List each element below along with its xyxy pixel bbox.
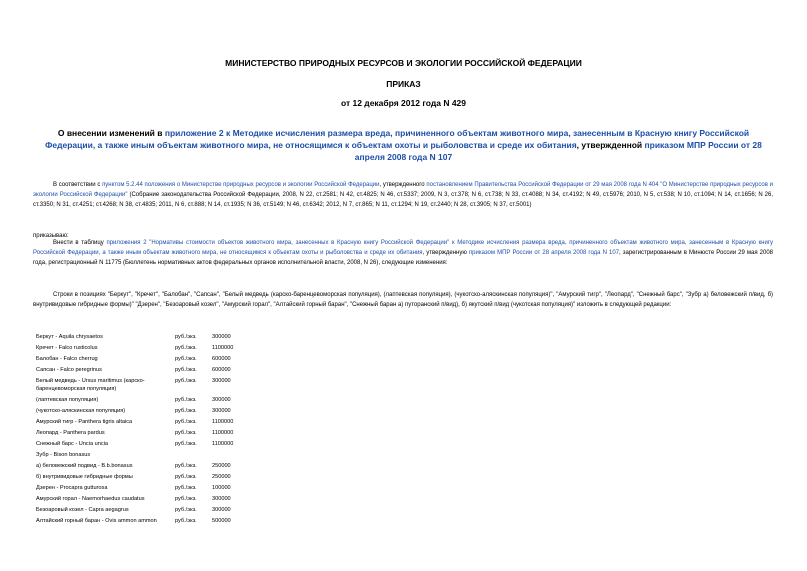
table-row (36, 450, 262, 461)
order-word: приказываю: (33, 233, 69, 239)
unit-cell: руб./экз. (175, 507, 197, 513)
species-cell: Белый медведь - Ursus maritimus (карско-баренцевоморская популяция) (36, 378, 145, 392)
value-cell: 300000 (212, 397, 231, 403)
value-cell: 300000 (212, 496, 231, 502)
unit-cell: руб./экз. (175, 441, 197, 447)
value-cell: 300000 (212, 408, 231, 414)
document-type-heading: ПРИКАЗ (386, 79, 421, 89)
table-row (36, 332, 262, 343)
species-cell: Беркут - Aquila chrysaetos (36, 334, 103, 340)
table-row (36, 343, 262, 354)
species-cell: Сапсан - Falco peregrinus (36, 367, 102, 373)
species-cell: (чукотско-аляскинская популяция) (36, 408, 126, 414)
value-cell: 250000 (212, 463, 231, 469)
preamble-text-1: В соответствии с (53, 182, 103, 188)
government-decree-link[interactable]: постановлением Правительства Российской Федерации от 29 мая 2008 года N 404 "О Министерстве природных ресурсов и экологии Российской Федерации" (33, 182, 773, 198)
unit-cell: руб./экз. (175, 430, 197, 436)
value-cell: 500000 (212, 518, 231, 524)
value-cell: 600000 (212, 356, 231, 362)
preamble-paragraph (33, 180, 773, 210)
species-cell: Леопард - Panthera pardus (36, 430, 105, 436)
value-cell: 1100000 (212, 441, 234, 447)
title-text-pre: О внесении изменений в (57, 128, 165, 138)
species-cell: Кречет - Falco rusticolus (36, 345, 98, 351)
unit-cell: руб./экз. (175, 356, 197, 362)
unit-cell: руб./экз. (175, 334, 197, 340)
amendment-text-1: Внести в таблицу (53, 240, 107, 246)
value-cell: 300000 (212, 507, 231, 513)
species-cell: Амурский горал - Naemorhaedus caudatus (36, 496, 145, 502)
species-cell: Снежный барс - Uncia uncia (36, 441, 109, 447)
table-row (36, 439, 262, 450)
species-cell: Балобан - Falco cherrug (36, 356, 98, 362)
document-title (40, 127, 767, 163)
rates-table (36, 332, 262, 527)
regulation-link[interactable]: пунктом 5.2.44 положения о Министерстве природных ресурсов и экологии Российской Федерации (102, 182, 380, 188)
unit-cell: руб./экз. (175, 474, 197, 480)
species-cell: Зубр - Bison bonasus (36, 452, 91, 458)
unit-cell: руб./экз. (175, 378, 197, 384)
unit-cell: руб./экз. (175, 345, 197, 351)
amendment-paragraph (33, 238, 773, 268)
unit-cell: руб./экз. (175, 496, 197, 502)
species-cell: Безоаровый козел - Capra aegagrus (36, 507, 129, 513)
lines-paragraph: Строки в позициях "Беркут", "Кречет", "Балобан", "Сапсан", "Белый медведь (карско-баренцевоморская популяция), (лаптевская популяция), (чукотско-аляскинская популяция)", "Амурский тигр", "Леопард", "Снежный барс", "Зубр а) беловежский п/вид, б) внутривидовые гибридные формы)" "Дзерен", "Безоаровый козел", "Амурский горал", "Алтайский горный баран", "Снежный баран а) путоранский п/вид), б) якутский п/вид (чукотская популяция)" изложить в следующей редакции: (33, 292, 773, 308)
table-row (36, 505, 262, 516)
species-cell: а) беловежский подвид - B.b.bonasus (36, 463, 133, 469)
title-text-post: , утвержденной (576, 140, 645, 150)
amendment-text-3: , зарегистрированным в Минюсте России 29 мая 2008 года, регистрационный N 11775 (Бюллетень нормативных актов федеральных органов исполнительной власти, 2008, N 26), следующие изменения: (33, 250, 773, 266)
table-row (36, 472, 262, 483)
species-cell: (лаптевская популяция) (36, 397, 99, 403)
table-row (36, 483, 262, 494)
unit-cell: руб./экз. (175, 419, 197, 425)
amendment-text-2: , утвержденную (422, 250, 469, 256)
species-cell: б) внутривидовые гибридные формы (36, 474, 133, 480)
value-cell: 1100000 (212, 345, 234, 351)
title-appendix-link[interactable]: приложение 2 к Методике исчисления размера вреда, причиненного объектам животного мира, занесенным в Красную книгу Российской Федерации, а также иным объектам животного мира, не относящимся к объектам охоты и рыболовства и среде их обитания (45, 128, 750, 150)
value-cell: 1100000 (212, 430, 234, 436)
title-order-link[interactable]: приказом МПР России от 28 апреля 2008 года N 107 (354, 140, 762, 162)
species-cell: Алтайский горный баран - Ovis ammon ammon (36, 518, 157, 524)
value-cell: 300000 (212, 334, 231, 340)
value-cell (212, 450, 262, 461)
table-row (36, 428, 262, 439)
unit-cell: руб./экз. (175, 367, 197, 373)
table-row (36, 395, 262, 406)
unit-cell: руб./экз. (175, 518, 197, 524)
species-cell: Амурский тигр - Panthera tigris altaica (36, 419, 133, 425)
value-cell: 250000 (212, 474, 231, 480)
table-row (36, 461, 262, 472)
table-row (36, 406, 262, 417)
preamble-text-3: (Собрание законодательства Российской Федерации, 2008, N 22, ст.2581; N 42, ст.4825; N 46, ст.5337; 2009, N 3, ст.378; N 6, ст.738; N 33, ст.4088; N 34, ст.4192; N 49, ст.5976; 2010, N 5, ст.538; N 10, ст.1094; N 14, ст.1656; N 26, ст.3350; N 31, ст.4251; ст.4268; N 38, ст.4835; 2011, N 6, ст.888; N 14, ст.1935; N 36, ст.5149; N 46, ст.6342; 2012, N 7, ст.865; N 11, ст.1294; N 19, ст.2440; N 28, ст.3905; N 37, ст.5001) (33, 192, 773, 208)
table-row (36, 516, 262, 527)
mpr-order-link[interactable]: приказом МПР России от 28 апреля 2008 года N 107 (468, 250, 619, 256)
table-row (36, 365, 262, 376)
value-cell: 100000 (212, 485, 231, 491)
document-date-heading: от 12 декабря 2012 года N 429 (340, 98, 467, 108)
unit-cell (175, 450, 212, 461)
table-row (36, 494, 262, 505)
unit-cell: руб./экз. (175, 397, 197, 403)
unit-cell: руб./экз. (175, 485, 197, 491)
unit-cell: руб./экз. (175, 463, 197, 469)
ministry-heading: МИНИСТЕРСТВО ПРИРОДНЫХ РЕСУРСОВ И ЭКОЛОГИИ РОССИЙСКОЙ ФЕДЕРАЦИИ (225, 58, 582, 68)
value-cell: 600000 (212, 367, 231, 373)
table-row (36, 354, 262, 365)
table-row (36, 376, 262, 395)
unit-cell: руб./экз. (175, 408, 197, 414)
value-cell: 1100000 (212, 419, 234, 425)
appendix-2-link[interactable]: приложения 2 "Нормативы стоимости объектов животного мира, занесенных в Красную книгу Российской Федерации" к Методике исчисления размера вреда, причиненного объектам животного мира, занесенным в Красную книгу Российской Федерации, а также иным объектам животного мира, не относящимся к объектам охоты и рыболовства и среде их обитания (33, 240, 773, 256)
table-row (36, 417, 262, 428)
value-cell: 300000 (212, 378, 231, 384)
species-cell: Дзерен - Procapra gutturosa (36, 485, 108, 491)
preamble-text-2: , утвержденного (379, 182, 427, 188)
